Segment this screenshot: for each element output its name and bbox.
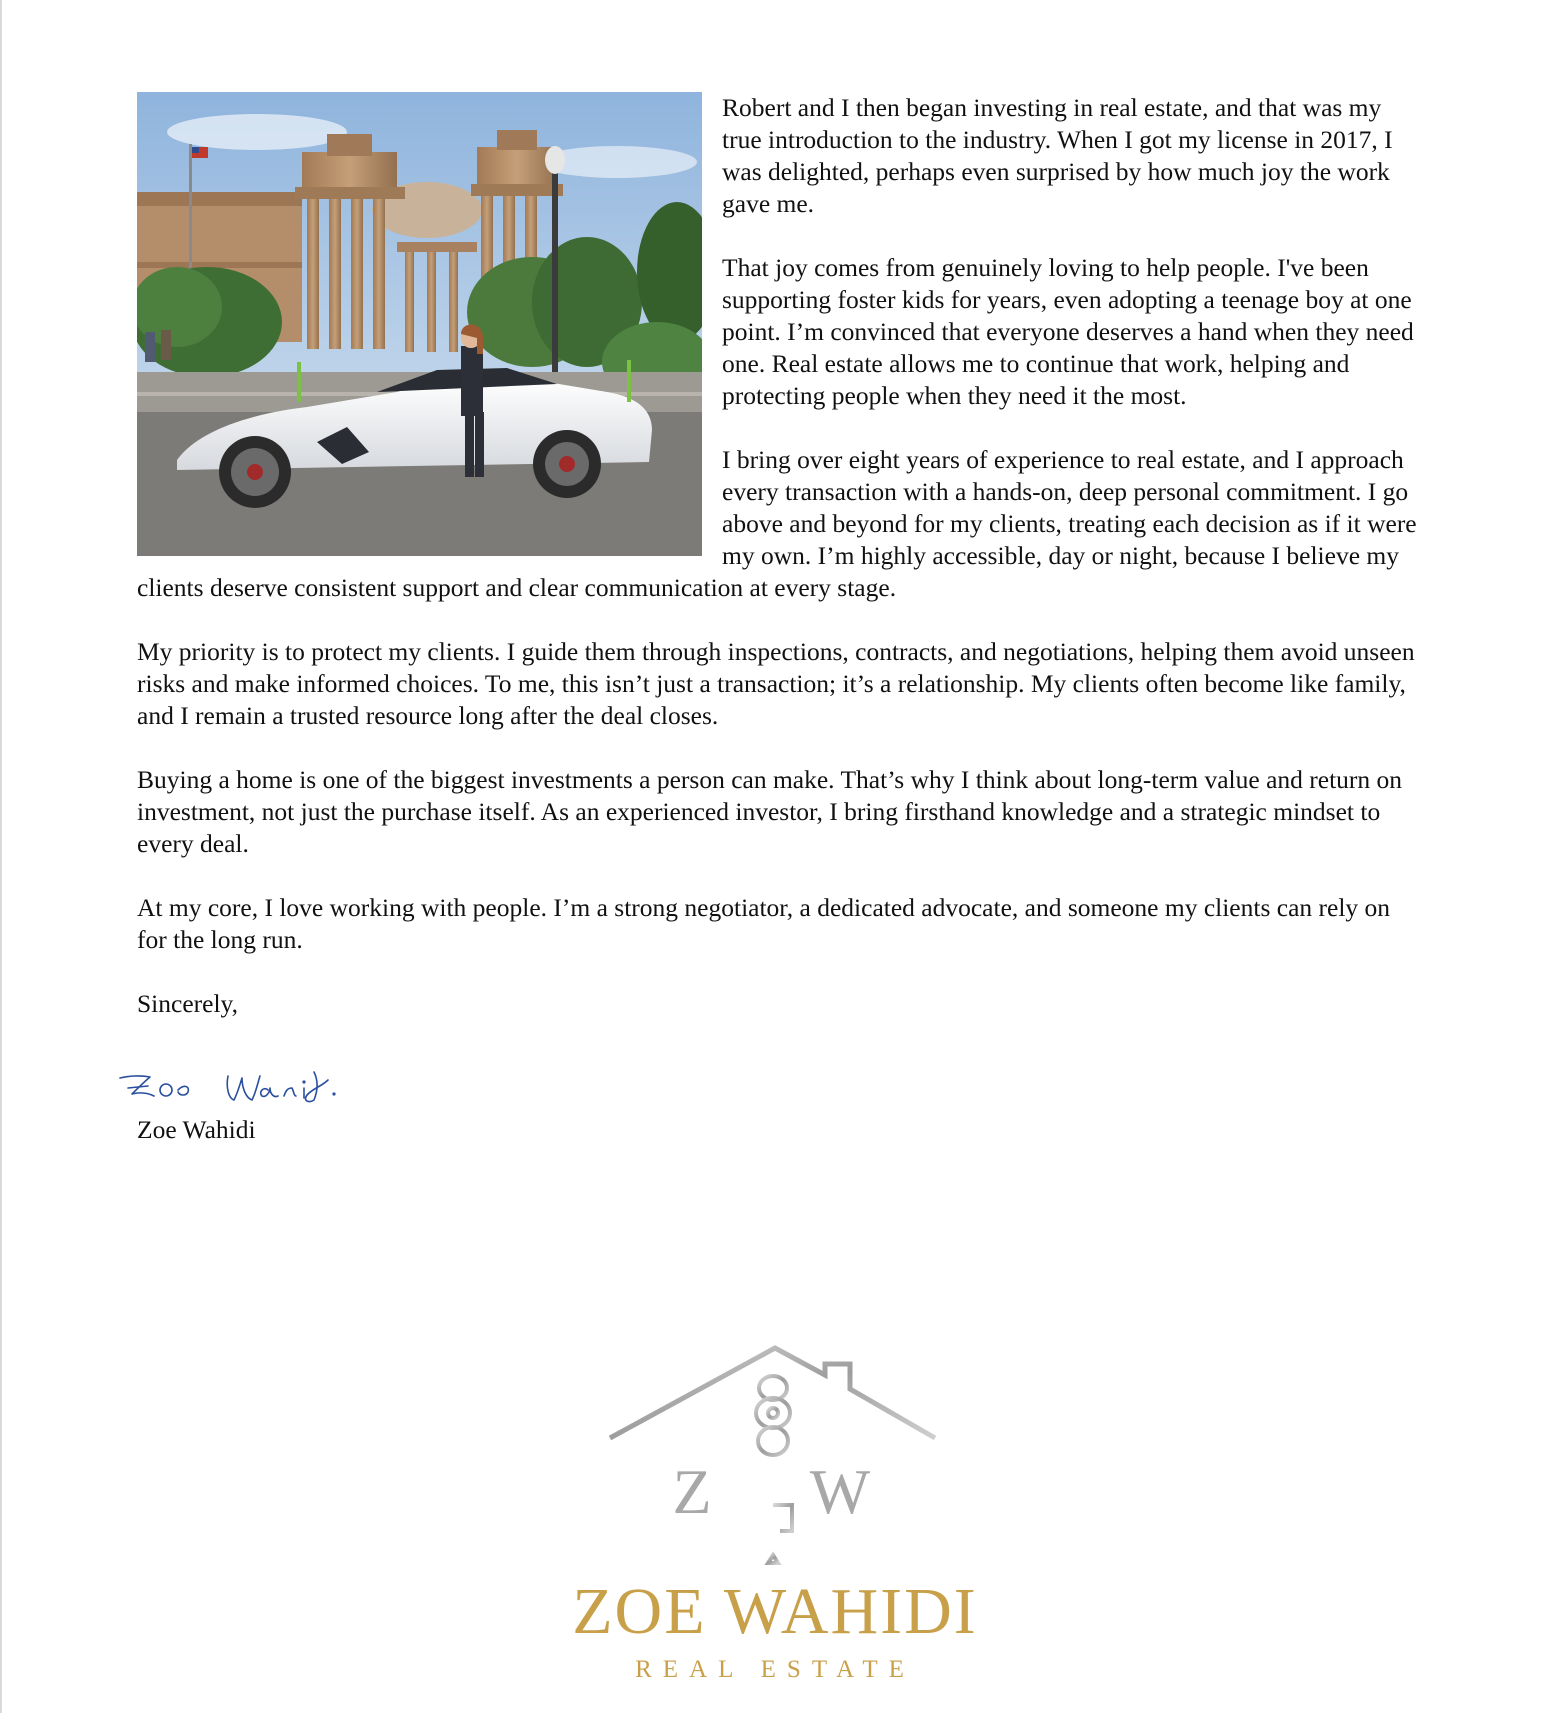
paragraph: I bring over eight years of experience to real estate, and I approach every transaction with a hands-on, deep personal commitment. I go above and beyond for my clients, treating each decision as if it were my own. I’m highly accessible, day or night, because I believe my clients deserve consistent support and clear communication at every stage. <box>137 445 1417 602</box>
paragraph: My priority is to protect my clients. I guide them through inspections, contracts, and negotiations, helping them avoid unseen risks and make informed choices. To me, this isn’t just a transaction; it’s a relationship. My clients often become like family, and I remain a trusted resource long after the deal closes. <box>137 637 1415 730</box>
agent-photo-illustration <box>137 92 702 556</box>
paragraph: That joy comes from genuinely loving to help people. I've been supporting foster kids for years, even adopting a teenage boy at one point. I’m convinced that everyone deserves a hand when they need one. Real estate allows me to continue that work, helping and protecting people when they need it the most. <box>722 253 1414 410</box>
closing: Sincerely, <box>137 989 239 1018</box>
signer-name: Zoe Wahidi <box>137 1115 256 1144</box>
paragraph: Buying a home is one of the biggest investments a person can make. That’s why I think about long-term value and return on investment, not just the purchase itself. As an experienced investor, I bring firsthand knowledge and a strategic mindset to every deal. <box>137 765 1403 858</box>
logo-monogram-w: W <box>809 1456 871 1527</box>
logo-monogram-z: Z <box>672 1456 712 1527</box>
handwritten-signature <box>118 1066 348 1116</box>
letter-body <box>137 92 1417 1052</box>
logo-company-name: ZOE WAHIDI <box>572 1575 978 1648</box>
key-icon <box>756 1376 792 1563</box>
paragraph: Robert and I then began investing in real estate, and that was my true introduction to the industry. When I got my license in 2017, I was delighted, perhaps even surprised by how much joy the work gave me. <box>722 93 1393 218</box>
page-edge <box>0 0 2 1713</box>
house-key-emblem <box>540 1335 1010 1575</box>
signature-strokes <box>118 1066 348 1116</box>
agent-photo <box>137 92 702 556</box>
paragraph: At my core, I love working with people. I’m a strong negotiator, a dedicated advocate, and someone my clients can rely on for the long run. <box>137 893 1391 954</box>
logo-tagline: REAL ESTATE <box>635 1656 915 1683</box>
company-logo <box>540 1335 1010 1685</box>
